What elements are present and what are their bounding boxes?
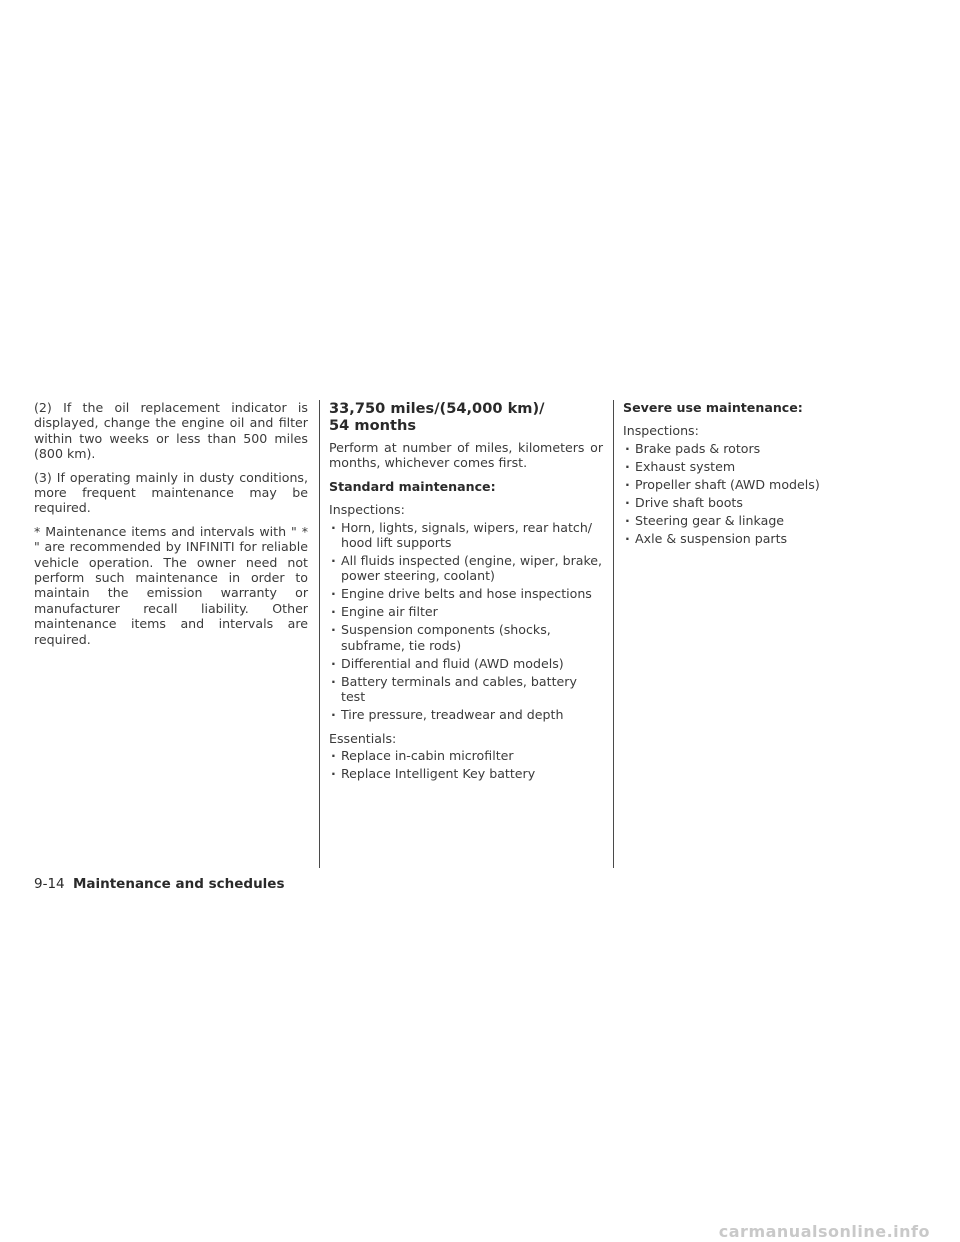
interval-heading-line2: 54 months [329,417,417,434]
column-standard-maintenance [329,400,603,789]
list-item: · Exhaust system [623,459,897,474]
interval-heading [329,400,603,434]
note-oil-indicator: (2) If the oil replacement indicator is displayed, change the engine oil and filter within two weeks or less than 500 miles (800 km). [34,400,308,462]
list-item: · Steering gear & linkage [623,513,897,528]
list-item: · Replace Intelligent Key battery [329,766,603,781]
note-dusty-conditions: (3) If operating mainly in dusty conditions, more frequent maintenance may be required. [34,469,308,516]
list-item: · Propeller shaft (AWD models) [623,477,897,492]
essentials-label: Essentials: [329,730,397,746]
essentials-list [329,748,603,781]
interval-heading-line1: 33,750 miles/(54,000 km)/ [329,400,545,417]
interval-intro: Perform at number of miles, kilometers or months, whichever comes first. [329,440,603,471]
column-notes [34,400,308,655]
list-item: · Replace in-cabin microfilter [329,748,603,763]
list-item: · Differential and fluid (AWD models) [329,656,603,671]
severe-maintenance-title: Severe use maintenance: [623,400,803,415]
watermark-text: carmanualsonline.info [718,1222,930,1241]
list-item: · All fluids inspected (engine, wiper, brake, power steering, coolant) [329,553,603,584]
list-item: · Engine air filter [329,604,603,619]
list-item: · Suspension components (shocks, subframe, tie rods) [329,622,603,653]
list-item: · Axle & suspension parts [623,531,897,546]
severe-inspections-label: Inspections: [623,423,699,439]
column-severe-maintenance [623,400,897,554]
standard-inspections-list [329,520,603,723]
list-item: · Engine drive belts and hose inspections [329,586,603,601]
list-item: · Drive shaft boots [623,495,897,510]
page-number: 9-14 [34,876,65,892]
standard-inspections-label: Inspections: [329,502,405,518]
standard-maintenance-title: Standard maintenance: [329,478,496,494]
column-divider-right [613,400,614,868]
list-item: · Horn, lights, signals, wipers, rear hatch/ hood lift supports [329,520,603,551]
page-footer [34,876,285,892]
column-divider-left [319,400,320,868]
list-item: · Brake pads & rotors [623,441,897,456]
list-item: · Battery terminals and cables, battery test [329,674,603,705]
note-asterisk: * Maintenance items and intervals with " * " are recommended by INFINITI for reliable vehicle operation. The owner need not perform such maintenance in order to maintain the emission warranty or manufacturer recall liability. Other maintenance items and intervals are required. [34,523,308,647]
section-title: Maintenance and schedules [72,876,285,892]
list-item: · Tire pressure, treadwear and depth [329,707,603,722]
severe-inspections-list [623,441,897,546]
